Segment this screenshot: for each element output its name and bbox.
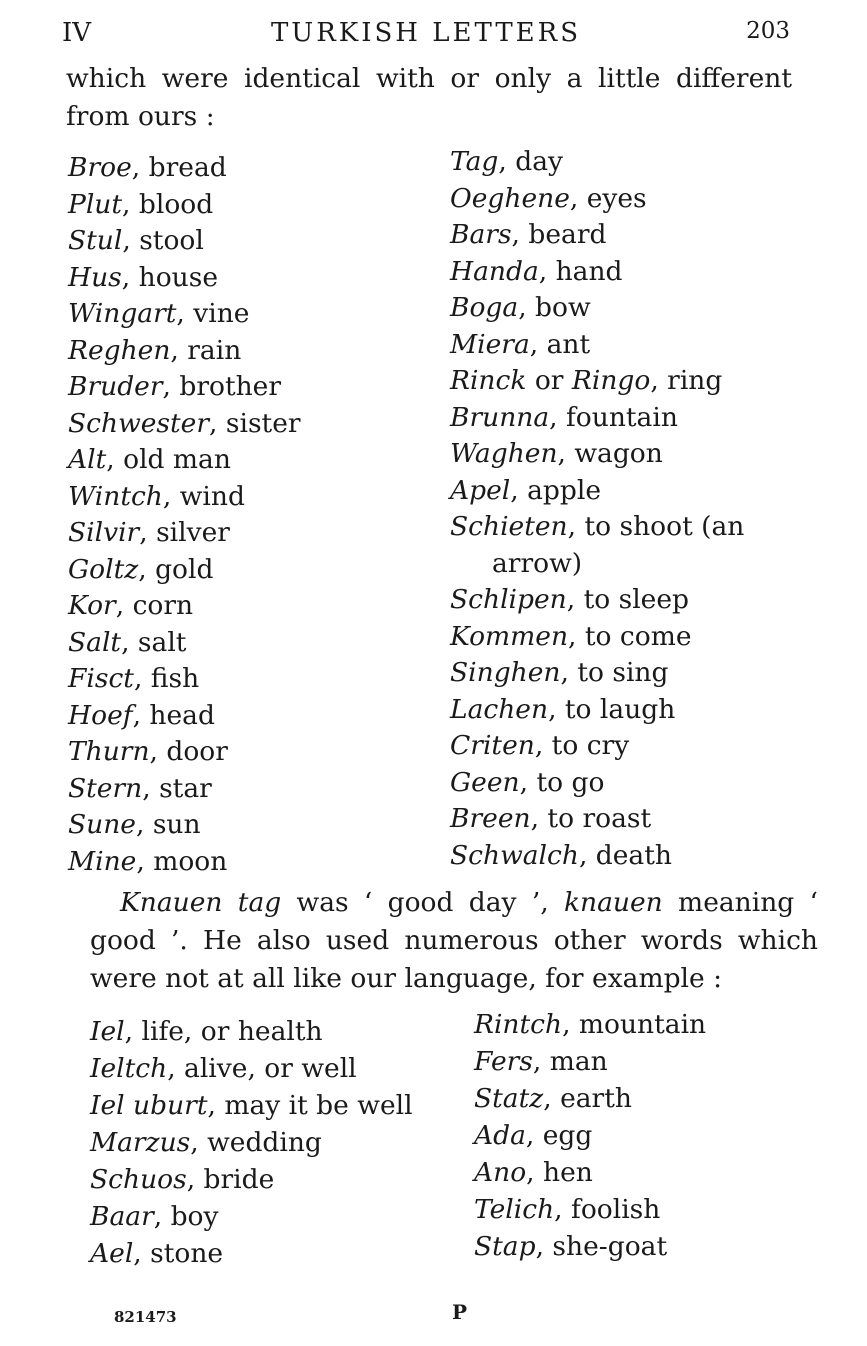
vocab-word: Brunna xyxy=(450,401,550,433)
vocab-meaning: , wind xyxy=(162,480,245,512)
vocab-meaning: , salt xyxy=(121,626,187,658)
vocab-entry xyxy=(68,515,428,552)
vocab-word: Breen xyxy=(450,803,531,834)
intro-paragraph: which were identical with or only a little different from ours : xyxy=(66,63,792,132)
vocab-meaning: , sun xyxy=(135,809,201,840)
vocab-word: Ada xyxy=(474,1120,526,1151)
gathering-mark: P xyxy=(452,1300,468,1324)
vocab-entry xyxy=(90,1198,450,1235)
vocab-entry xyxy=(450,692,810,729)
vocab-word: Boga xyxy=(450,292,519,323)
vocab-word: Baar xyxy=(90,1201,154,1232)
vocab-meaning: , door xyxy=(149,736,228,767)
vocab-meaning: , gold xyxy=(138,553,214,585)
vocab-entry xyxy=(68,771,428,808)
vocab-word: Bruder xyxy=(68,371,163,402)
vocab-word: Alt xyxy=(68,444,107,475)
body-paragraph xyxy=(90,884,818,998)
vocab-entry xyxy=(68,333,428,370)
vocab-entry xyxy=(68,296,428,333)
vocab-word: Stul xyxy=(68,225,123,256)
vocab-entry xyxy=(474,1228,819,1265)
vocab-word: Schuos xyxy=(90,1164,187,1195)
vocab-meaning: , foolish xyxy=(554,1194,661,1225)
vocab-meaning: , may it be well xyxy=(207,1090,413,1121)
vocab-word: Geen xyxy=(450,766,520,798)
vocab-meaning: , star xyxy=(142,772,212,804)
vocab-word: Bars xyxy=(450,219,512,250)
vocab-entry xyxy=(450,582,810,619)
vocab-meaning: , wagon xyxy=(557,438,663,469)
vocab-entry xyxy=(450,290,810,327)
vocab-entry xyxy=(68,734,428,771)
vocab-word: Lachen xyxy=(450,693,549,725)
vocab-entry xyxy=(474,1006,819,1043)
vocab-meaning: , to come xyxy=(568,620,692,652)
chapter-number: IV xyxy=(62,18,92,48)
vocab-meaning: , to cry xyxy=(534,730,630,761)
vocab-word: Rintch xyxy=(474,1009,563,1040)
vocab-meaning: , beard xyxy=(511,219,607,250)
vocab-meaning: , bow xyxy=(518,292,591,323)
vocab-word: Salt xyxy=(68,626,122,658)
vocab-word: Stern xyxy=(68,772,143,804)
vocab-word: Stap xyxy=(474,1231,536,1262)
vocab-meaning: , fish xyxy=(133,663,200,694)
vocab-entry xyxy=(450,838,810,875)
vocab-meaning: , apple xyxy=(510,474,601,506)
vocab-meaning: , earth xyxy=(543,1083,632,1114)
vocab-meaning: , mountain xyxy=(562,1009,707,1040)
word-list-1-left xyxy=(68,150,428,880)
vocab-entry xyxy=(68,588,428,625)
vocab-meaning: , she-goat xyxy=(535,1231,668,1262)
vocab-entry xyxy=(450,400,810,437)
vocab-word: Marzus xyxy=(90,1127,191,1158)
vocab-word: Kommen xyxy=(450,620,569,652)
vocab-meaning: or xyxy=(526,365,572,396)
vocab-entry xyxy=(68,844,428,881)
vocab-entry xyxy=(68,661,428,698)
vocab-meaning: , to go xyxy=(519,766,605,798)
vocab-entry xyxy=(68,552,428,589)
vocab-word: Broe xyxy=(68,152,132,183)
vocab-meaning: , ant xyxy=(529,328,591,360)
vocab-word: Schwester xyxy=(68,407,210,439)
vocab-entry xyxy=(68,807,428,844)
vocab-entry xyxy=(450,254,810,291)
vocab-word: Iel uburt xyxy=(90,1090,208,1121)
vocab-word: Miera xyxy=(450,328,530,360)
running-title: TURKISH LETTERS xyxy=(270,18,582,48)
vocab-meaning: , fountain xyxy=(549,401,678,433)
vocab-entry xyxy=(450,619,810,656)
vocab-word: Schwalch xyxy=(450,839,579,871)
vocab-entry xyxy=(450,473,810,510)
vocab-entry xyxy=(450,436,810,473)
vocab-word: Thurn xyxy=(68,736,150,767)
vocab-meaning: , boy xyxy=(153,1201,219,1232)
vocab-word: Criten xyxy=(450,730,535,761)
vocab-meaning: , bride xyxy=(186,1164,275,1195)
vocab-word: Fers xyxy=(474,1046,533,1077)
vocab-entry xyxy=(90,1124,450,1161)
vocab-entry xyxy=(68,150,428,187)
vocab-entry xyxy=(450,144,810,181)
vocab-meaning: , alive, or well xyxy=(167,1053,357,1084)
vocab-meaning: , day xyxy=(498,146,563,177)
vocab-word: Waghen xyxy=(450,438,558,469)
vocab-entry xyxy=(450,509,810,546)
vocab-meaning: , silver xyxy=(139,517,230,548)
page-footer xyxy=(0,1300,867,1330)
vocab-word: Sune xyxy=(68,809,136,840)
vocab-meaning: , eyes xyxy=(569,182,647,214)
word-list-2-right xyxy=(474,1006,819,1265)
vocab-meaning: , head xyxy=(132,699,215,731)
vocab-word: Ano xyxy=(474,1157,527,1188)
vocab-word: Singhen xyxy=(450,657,561,688)
vocab-entry xyxy=(68,698,428,735)
vocab-entry xyxy=(474,1080,819,1117)
vocab-meaning: , death xyxy=(578,839,672,871)
vocab-meaning: , moon xyxy=(136,845,228,877)
vocab-word: Iel xyxy=(90,1016,125,1047)
vocab-entry xyxy=(450,728,810,765)
vocab-entry xyxy=(450,655,810,692)
vocab-meaning: , hand xyxy=(538,255,623,287)
vocab-entry xyxy=(450,181,810,218)
vocab-continuation: arrow) xyxy=(492,547,583,579)
paragraph-text-1: was ‘ good day ’, xyxy=(281,887,564,918)
vocab-meaning: , to laugh xyxy=(548,693,676,725)
vocab-word: Hoef xyxy=(68,699,133,731)
vocab-word: Telich xyxy=(474,1194,555,1225)
vocab-word: Mine xyxy=(68,845,137,877)
vocab-entry xyxy=(68,406,428,443)
word-list-1-right xyxy=(450,144,810,874)
vocab-entry xyxy=(90,1087,450,1124)
vocab-word: Ringo xyxy=(571,365,651,396)
vocab-meaning: , egg xyxy=(525,1120,593,1151)
vocab-meaning: , stone xyxy=(133,1238,224,1269)
vocab-meaning: , rain xyxy=(170,334,242,366)
vocab-word: Reghen xyxy=(68,334,171,366)
running-header xyxy=(62,18,790,58)
paragraph-text-2: meaning ‘ good ’. He also used numerous other words which were not at all like our language, for example : xyxy=(90,887,818,994)
vocab-meaning: , bread xyxy=(131,152,227,183)
vocab-word: Wingart xyxy=(68,298,177,329)
vocab-word: Apel xyxy=(450,474,511,506)
vocab-entry xyxy=(450,363,810,400)
vocab-meaning: , hen xyxy=(526,1157,593,1188)
vocab-meaning: , ring xyxy=(650,365,723,396)
vocab-meaning: , corn xyxy=(115,590,194,621)
vocab-entry xyxy=(450,801,810,838)
vocab-entry xyxy=(68,187,428,224)
vocab-word: Ieltch xyxy=(90,1053,168,1084)
word-knauen: knauen xyxy=(564,887,663,918)
page-number: 203 xyxy=(746,18,790,44)
vocab-meaning: , wedding xyxy=(190,1127,322,1158)
vocab-meaning: , sister xyxy=(209,407,301,439)
vocab-word: Fisct xyxy=(68,663,134,694)
vocab-meaning: , stool xyxy=(122,225,204,256)
vocab-entry xyxy=(68,369,428,406)
vocab-entry xyxy=(450,217,810,254)
vocab-entry xyxy=(90,1013,450,1050)
printer-signature: 821473 xyxy=(114,1308,177,1326)
vocab-entry xyxy=(68,442,428,479)
vocab-word: Ael xyxy=(90,1238,134,1269)
phrase-knauen-tag: Knauen tag xyxy=(120,887,282,918)
vocab-meaning: , house xyxy=(121,261,218,293)
vocab-word: Hus xyxy=(68,261,122,293)
vocab-meaning: , to sing xyxy=(560,657,669,688)
vocab-entry xyxy=(474,1191,819,1228)
vocab-entry xyxy=(90,1235,450,1272)
vocab-meaning: , to shoot (an xyxy=(567,511,745,542)
vocab-entry xyxy=(450,327,810,364)
vocab-entry xyxy=(90,1161,450,1198)
vocab-entry xyxy=(90,1050,450,1087)
vocab-word: Rinck xyxy=(450,365,527,396)
vocab-word: Kor xyxy=(68,590,116,621)
vocab-meaning: , blood xyxy=(122,188,214,220)
vocab-meaning: , life, or health xyxy=(124,1016,323,1047)
vocab-word: Schieten xyxy=(450,511,568,542)
vocab-word: Handa xyxy=(450,255,539,287)
vocab-entry xyxy=(68,260,428,297)
vocab-entry xyxy=(68,479,428,516)
vocab-word: Plut xyxy=(68,188,123,220)
vocab-word: Tag xyxy=(450,146,499,177)
vocab-entry xyxy=(68,625,428,662)
vocab-word: Silvir xyxy=(68,517,140,548)
vocab-entry xyxy=(474,1117,819,1154)
vocab-meaning: , old man xyxy=(106,444,231,475)
vocab-word: Oeghene xyxy=(450,182,570,214)
vocab-entry xyxy=(474,1043,819,1080)
vocab-meaning: , brother xyxy=(162,371,282,402)
vocab-word: Statz xyxy=(474,1083,544,1114)
vocab-word: Schlipen xyxy=(450,584,567,615)
vocab-entry xyxy=(474,1154,819,1191)
vocab-word: Wintch xyxy=(68,480,163,512)
vocab-meaning: , to sleep xyxy=(566,584,690,615)
vocab-entry xyxy=(68,223,428,260)
word-list-2-left xyxy=(90,1013,450,1272)
vocab-meaning: , man xyxy=(532,1046,608,1077)
vocab-meaning: , vine xyxy=(176,298,250,329)
vocab-word: Goltz xyxy=(68,553,139,585)
vocab-entry xyxy=(450,765,810,802)
vocab-meaning: , to roast xyxy=(530,803,652,834)
